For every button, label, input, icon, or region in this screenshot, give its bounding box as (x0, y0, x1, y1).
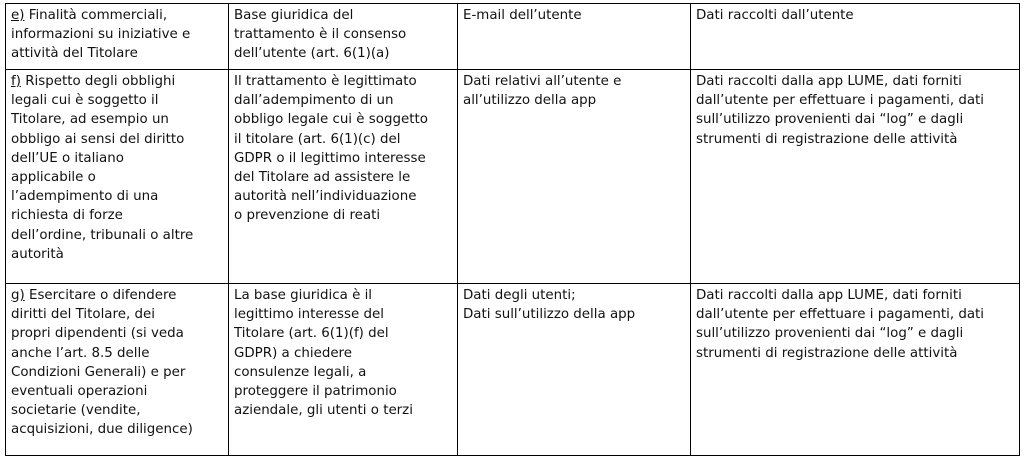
data-categories-cell (458, 70, 691, 284)
purpose-letter: g) (11, 288, 25, 303)
data-categories-cell (458, 284, 691, 456)
data-source-line: Dati raccolti dalla app LUME, dati forniti (696, 74, 962, 89)
purpose-line: autorità (11, 246, 64, 262)
legal-basis-line: obbligo legale cui è soggetto (234, 112, 428, 128)
data-categories-line: all’utilizzo della app (463, 93, 597, 109)
purpose-line: acquisizioni, due diligence) (11, 422, 193, 438)
purpose-line: obbligo ai sensi del diritto (11, 131, 185, 147)
data-source-line: strumenti di registrazione delle attività (696, 131, 958, 147)
purpose-line: anche l’art. 8.5 delle (11, 345, 150, 361)
purpose-letter: e) (11, 8, 25, 23)
legal-basis-cell (229, 284, 458, 456)
purpose-line: Finalità commerciali, (24, 8, 168, 23)
legal-basis-line: consulenze legali, a (234, 364, 367, 380)
data-source-cell (691, 4, 1020, 70)
table-row (6, 284, 1020, 456)
legal-basis-line: il titolare (art. 6(1)(c) del (234, 131, 401, 147)
purpose-line: legali cui è soggetto il (11, 93, 159, 109)
data-source-line: Dati raccolti dall’utente (696, 8, 854, 23)
purpose-cell (6, 70, 229, 284)
legal-basis-line: o prevenzione di reati (234, 208, 381, 224)
purpose-line: diritti del Titolare, dei (11, 307, 155, 323)
data-source-cell (691, 284, 1020, 456)
purpose-line: richiesta di forze (11, 208, 123, 224)
purpose-line: Rispetto degli obblighi (20, 74, 176, 89)
data-source-line: Dati raccolti dalla app LUME, dati forniti (696, 288, 962, 303)
purpose-line: applicabile o (11, 170, 96, 186)
legal-basis-cell (229, 70, 458, 284)
legal-basis-cell (229, 4, 458, 70)
data-source-line: sull’utilizzo provenienti dai “log” e dagli (696, 326, 964, 342)
data-categories-line: Dati degli utenti; (463, 288, 576, 303)
data-categories-line: Dati relativi all’utente e (463, 74, 622, 89)
data-source-line: strumenti di registrazione delle attività (696, 345, 958, 361)
processing-purposes-table (5, 3, 1020, 456)
purpose-line: societarie (vendite, (11, 403, 141, 419)
data-source-cell (691, 70, 1020, 284)
data-source-line: dall’utente per effettuare i pagamenti, dati (696, 93, 985, 109)
legal-basis-line: dell’utente (art. 6(1)(a) (234, 46, 390, 62)
legal-basis-line: del Titolare ad assistere le (234, 170, 411, 186)
legal-basis-line: legittimo interesse del (234, 307, 384, 323)
legal-basis-line: GDPR o il legittimo interesse (234, 150, 426, 166)
legal-basis-line: Titolare (art. 6(1)(f) del (234, 326, 389, 342)
purpose-cell (6, 284, 229, 456)
data-source-line: sull’utilizzo provenienti dai “log” e dagli (696, 112, 964, 128)
legal-basis-line: Base giuridica del (234, 8, 354, 23)
legal-basis-line: autorità nell’individuazione (234, 189, 417, 205)
data-categories-cell (458, 4, 691, 70)
legal-basis-line: Il trattamento è legittimato (234, 74, 417, 89)
legal-basis-line: trattamento è il consenso (234, 27, 407, 43)
legal-basis-line: La base giuridica è il (234, 288, 373, 303)
purpose-line: informazioni su iniziative e (11, 27, 191, 43)
legal-basis-line: GDPR) a chiedere (234, 345, 353, 361)
purpose-line: Esercitare o difendere (24, 288, 177, 303)
purpose-letter: f) (11, 74, 21, 89)
purpose-cell (6, 4, 229, 70)
purpose-line: Titolare, ad esempio un (11, 112, 169, 128)
purpose-line: propri dipendenti (si veda (11, 326, 184, 342)
legal-basis-line: dall’adempimento di un (234, 93, 394, 109)
data-source-line: dall’utente per effettuare i pagamenti, dati (696, 307, 985, 323)
purpose-line: attività del Titolare (11, 46, 138, 62)
purpose-line: eventuali operazioni (11, 384, 148, 400)
legal-basis-line: proteggere il patrimonio (234, 384, 397, 400)
table-row (6, 70, 1020, 284)
purpose-line: l’adempimento di una (11, 189, 159, 205)
data-categories-line: Dati sull’utilizzo della app (463, 307, 636, 323)
purpose-line: Condizioni Generali) e per (11, 364, 186, 380)
legal-basis-line: aziendale, gli utenti o terzi (234, 403, 413, 419)
data-categories-line: E-mail dell’utente (463, 8, 582, 23)
table-row (6, 4, 1020, 70)
purpose-line: dell’UE o italiano (11, 150, 124, 166)
purpose-line: dell’ordine, tribunali o altre (11, 227, 194, 243)
